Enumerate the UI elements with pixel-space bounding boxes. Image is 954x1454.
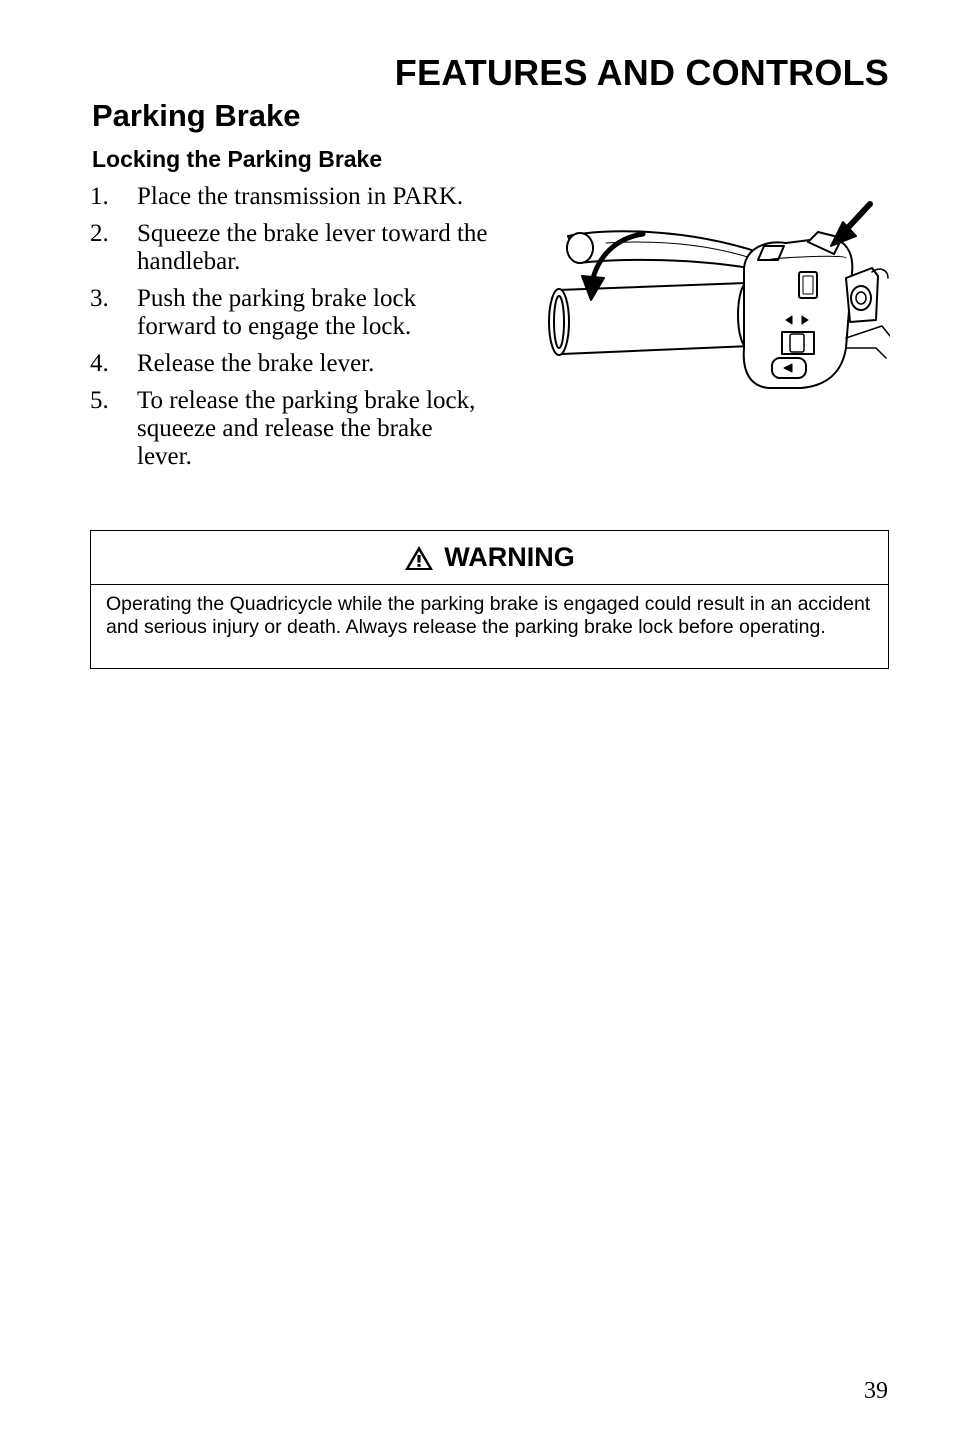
handlebar-brake-lever-illustration [546,198,890,394]
subsection-title: Locking the Parking Brake [92,146,383,172]
warning-text: Operating the Quadricycle while the parking brake is engaged could result in an accident and serious injury or death. Always release the parking brake lock before operating. [106,593,871,638]
warning-label: WARNING [444,542,575,572]
step-item [90,285,490,341]
steps-list [90,183,490,480]
warning-box [90,530,889,669]
step-text: Release the brake lever. [137,350,375,377]
step-item [90,350,490,378]
step-number: 4. [90,350,109,377]
step-number: 3. [90,285,109,312]
step-text: To release the parking brake lock, squeeze and release the brake lever. [137,387,476,470]
step-item [90,220,490,276]
step-number: 1. [90,183,109,210]
step-number: 5. [90,387,109,414]
step-text: Squeeze the brake lever toward the handlebar. [137,220,488,275]
section-title: Parking Brake [92,98,301,133]
step-text: Place the transmission in PARK. [137,183,464,210]
warning-header [91,531,888,585]
step-number: 2. [90,220,109,247]
page-number: 39 [864,1378,888,1404]
step-item [90,387,490,471]
step-item [90,183,490,211]
chapter-title: FEATURES AND CONTROLS [394,52,889,93]
step-text: Push the parking brake lock forward to engage the lock. [137,285,417,340]
warning-triangle-icon [404,545,434,571]
